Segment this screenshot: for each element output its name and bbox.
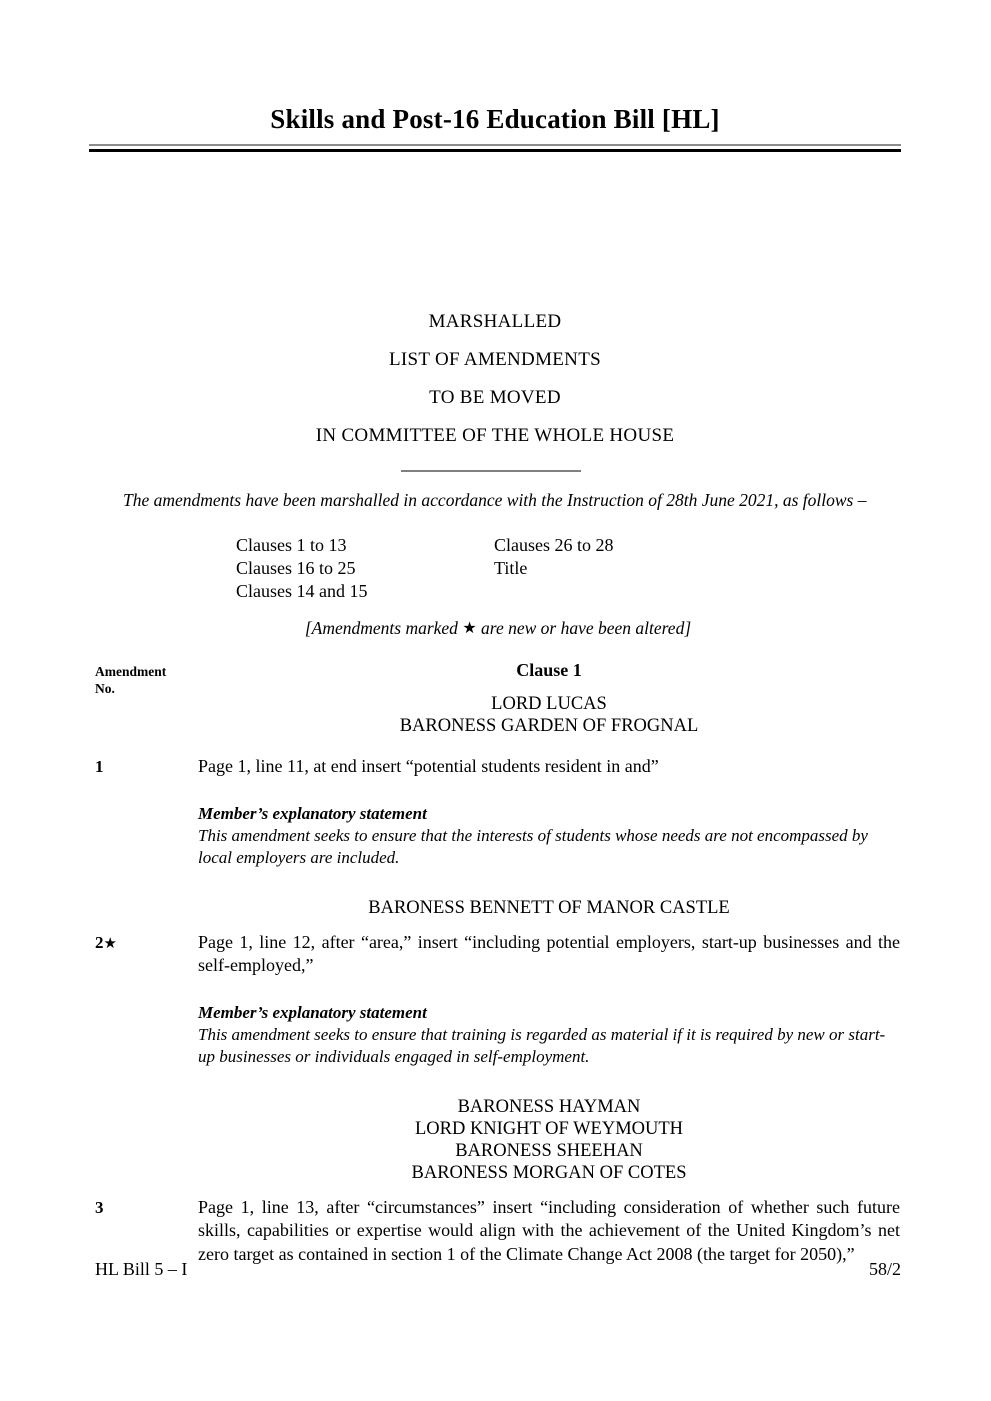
clause-right-3 [494, 580, 754, 603]
amendment-number-value: 2 [95, 932, 104, 952]
footer-bill-reference: HL Bill 5 – I [95, 1259, 188, 1279]
star-note-suffix: are new or have been altered] [476, 618, 692, 638]
sponsor-name: LORD KNIGHT OF WEYMOUTH [414, 1118, 684, 1139]
heading-line-4: IN COMMITTEE OF THE WHOLE HOUSE [315, 425, 675, 446]
clause-left-2: Clauses 16 to 25 [236, 558, 356, 578]
title-rule-thick [89, 149, 901, 152]
heading-line-2: LIST OF AMENDMENTS [389, 349, 601, 370]
explanatory-heading: Member’s explanatory statement [198, 803, 427, 823]
amendment-entry [95, 755, 900, 779]
amendment-star-icon: ★ [103, 935, 117, 952]
sponsor-name: BARONESS HAYMAN [457, 1096, 641, 1117]
sponsor-name: LORD LUCAS [491, 694, 607, 714]
amendment-text: Page 1, line 12, after “area,” insert “including potential employers, start-up businesses and the self-employed,” [198, 931, 900, 975]
title-rule-thin [89, 144, 901, 146]
star-icon: ★ [462, 620, 477, 637]
clause-right-2: Title [494, 558, 528, 578]
explanatory-statement [198, 1002, 900, 1068]
star-note [95, 618, 901, 639]
page-footer [95, 1259, 901, 1280]
instruction-paragraph: The amendments have been marshalled in accordance with the Instruction of 28th June 2021, as follows – [123, 490, 867, 510]
clause-row [236, 580, 796, 603]
amendment-number [95, 755, 190, 781]
amendments-body-column [95, 660, 900, 1266]
section-divider-rule [401, 470, 581, 472]
clause-row [236, 557, 796, 580]
sponsor-name: BARONESS MORGAN OF COTES [411, 1162, 687, 1183]
document-title: Skills and Post-16 Education Bill [HL] [270, 104, 720, 134]
explanatory-body: This amendment seeks to ensure that the interests of students whose needs are not encompassed by local employers are included. [198, 825, 868, 867]
star-note-prefix: [Amendments marked [304, 618, 463, 638]
clause-row [236, 534, 796, 557]
sponsor-block [198, 897, 900, 919]
amendment-no-label [95, 663, 215, 697]
sponsor-name: BARONESS BENNETT OF MANOR CASTLE [368, 897, 730, 918]
amendment-no-label-line2: No. [95, 681, 115, 696]
heading-line-3: TO BE MOVED [429, 387, 561, 408]
amendment-no-label-line1: Amendment [95, 664, 167, 679]
explanatory-body: This amendment seeks to ensure that training is regarded as material if it is required by new or start-up businesses or individuals engaged in self-employment. [198, 1024, 886, 1066]
clause-left-1: Clauses 1 to 13 [236, 535, 347, 555]
amendment-entry [95, 931, 900, 978]
marshalled-heading-block [95, 303, 895, 455]
sponsor-name: BARONESS GARDEN OF FROGNAL [399, 716, 699, 736]
clause-right-1: Clauses 26 to 28 [494, 535, 614, 555]
amendment-number [95, 1196, 190, 1222]
sponsor-name: BARONESS SHEEHAN [455, 1140, 643, 1161]
amendment-entry [95, 1196, 900, 1267]
footer-page-number: 58/2 [868, 1259, 901, 1279]
amendment-text: Page 1, line 11, at end insert “potential students resident in and” [198, 756, 659, 776]
sponsor-block [198, 1096, 900, 1184]
explanatory-heading: Member’s explanatory statement [198, 1002, 427, 1022]
amendment-number-value: 1 [95, 757, 104, 776]
heading-line-1: MARSHALLED [428, 311, 562, 332]
clause-heading: Clause 1 [516, 660, 582, 680]
amendment-number-value: 3 [95, 1197, 104, 1217]
clause-columns [236, 534, 796, 603]
explanatory-statement [198, 803, 900, 869]
clause-left-3: Clauses 14 and 15 [236, 581, 368, 601]
amendment-text: Page 1, line 13, after “circumstances” insert “including consideration of whether such future skills, capabilities or expertise would align with the achievement of the United Kingdom’s net zero target as contained in section 1 of the Climate Change Act 2008 (the target for 2050),” [198, 1196, 900, 1264]
sponsor-block [198, 693, 900, 737]
amendment-number [95, 931, 190, 957]
